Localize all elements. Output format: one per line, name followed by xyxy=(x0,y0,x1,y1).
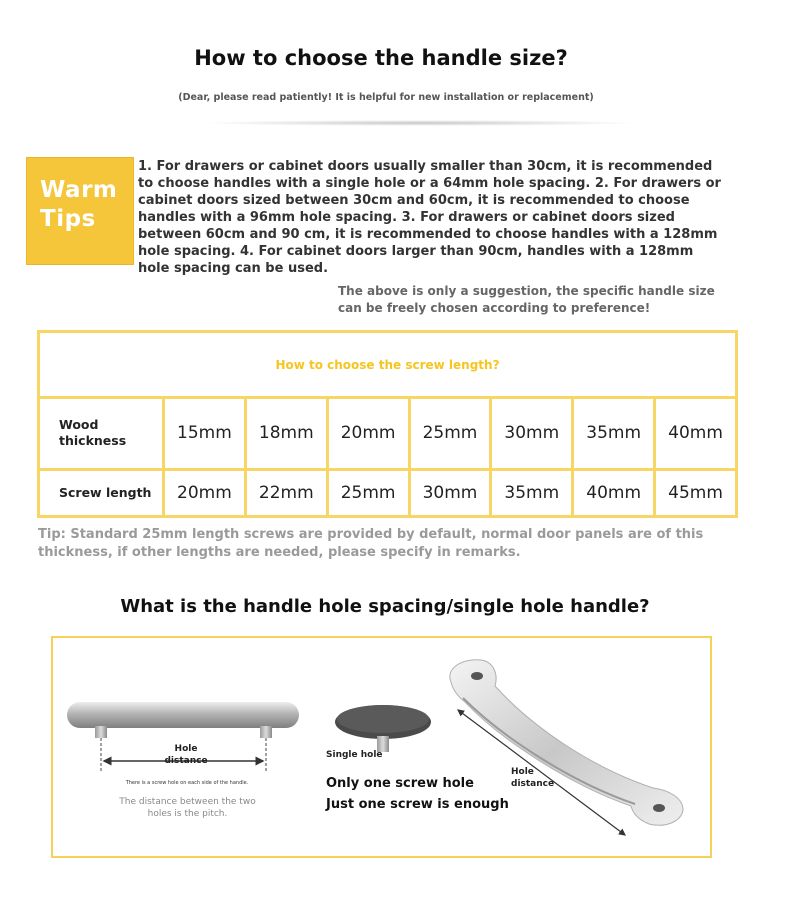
screw-tip-note: Tip: Standard 25mm length screws are provided by default, normal door panels are of this thickness, if other lengths are needed, please specify in remarks. xyxy=(38,527,704,560)
title-divider-shadow xyxy=(200,120,640,126)
table-cell: 15mm xyxy=(164,398,246,470)
table-cell: 22mm xyxy=(245,469,327,516)
table-row-screw-length xyxy=(39,469,737,516)
table-cell: 25mm xyxy=(409,398,491,470)
warm-tips-label-line1: Warm xyxy=(40,177,118,203)
pitch-note: The distance between the two holes is the pitch. xyxy=(119,797,256,819)
table-cell: 20mm xyxy=(327,398,409,470)
just-one-screw-text: Just one screw is enough xyxy=(326,797,509,812)
bar-handle-tiny-note: There is a screw hole on each side of the handle. xyxy=(125,780,249,786)
table-cell: 25mm xyxy=(327,469,409,516)
table-cell: 45mm xyxy=(655,469,737,516)
arch-distance-label-line1: Hole xyxy=(511,767,534,777)
bar-distance-label-line1: Hole xyxy=(174,744,198,754)
only-one-screw-hole-text: Only one screw hole xyxy=(326,776,474,791)
single-hole-label: Single hole xyxy=(326,750,383,760)
warm-tips-label xyxy=(40,176,117,234)
arch-distance-label-line2: distance xyxy=(511,779,555,789)
table-cell: 40mm xyxy=(655,398,737,470)
arch-handle-distance-label xyxy=(511,766,561,790)
page-subtitle: (Dear, please read patiently! It is helpful for new installation or replacement) xyxy=(178,92,594,103)
table-cell: 35mm xyxy=(491,469,573,516)
hole-spacing-illustration xyxy=(53,638,710,856)
table-row-wood-thickness xyxy=(39,398,737,470)
page-title: How to choose the handle size? xyxy=(194,46,568,70)
single-hole-knob-icon xyxy=(335,705,431,752)
section-title-hole-spacing: What is the handle hole spacing/single hole handle? xyxy=(120,596,650,617)
bar-handle-distance-label xyxy=(160,743,212,767)
warm-tips-label-line2: Tips xyxy=(40,206,96,232)
table-cell: 20mm xyxy=(164,469,246,516)
warm-tips-text: 1. For drawers or cabinet doors usually smaller than 30cm, it is recommended to choose handles with a single hole or a 64mm hole spacing. 2. For drawers or cabinet doors sized between 30cm and 60cm, it is recommended to choose handles with a 96mm hole spacing. 3. For drawers or cabinet doors sized between 60cm and 90 cm, it is recommended to choose handles with a 128mm hole spacing. 4. For cabinet doors larger than 90cm, handles with a 128mm hole spacing can be used. xyxy=(138,159,721,276)
suggestion-note: The above is only a suggestion, the specific handle size can be freely chosen according to preference! xyxy=(338,284,715,315)
table-cell: 30mm xyxy=(409,469,491,516)
row-label-wood-thickness: Wood thickness xyxy=(39,398,164,470)
bar-distance-label-line2: distance xyxy=(164,756,208,766)
table-cell: 30mm xyxy=(491,398,573,470)
table-cell: 35mm xyxy=(573,398,655,470)
row-label-screw-length: Screw length xyxy=(39,469,164,516)
table-cell: 18mm xyxy=(245,398,327,470)
table-cell: 40mm xyxy=(573,469,655,516)
screw-table-header: How to choose the screw length? xyxy=(39,332,737,398)
screw-length-table xyxy=(37,330,738,518)
